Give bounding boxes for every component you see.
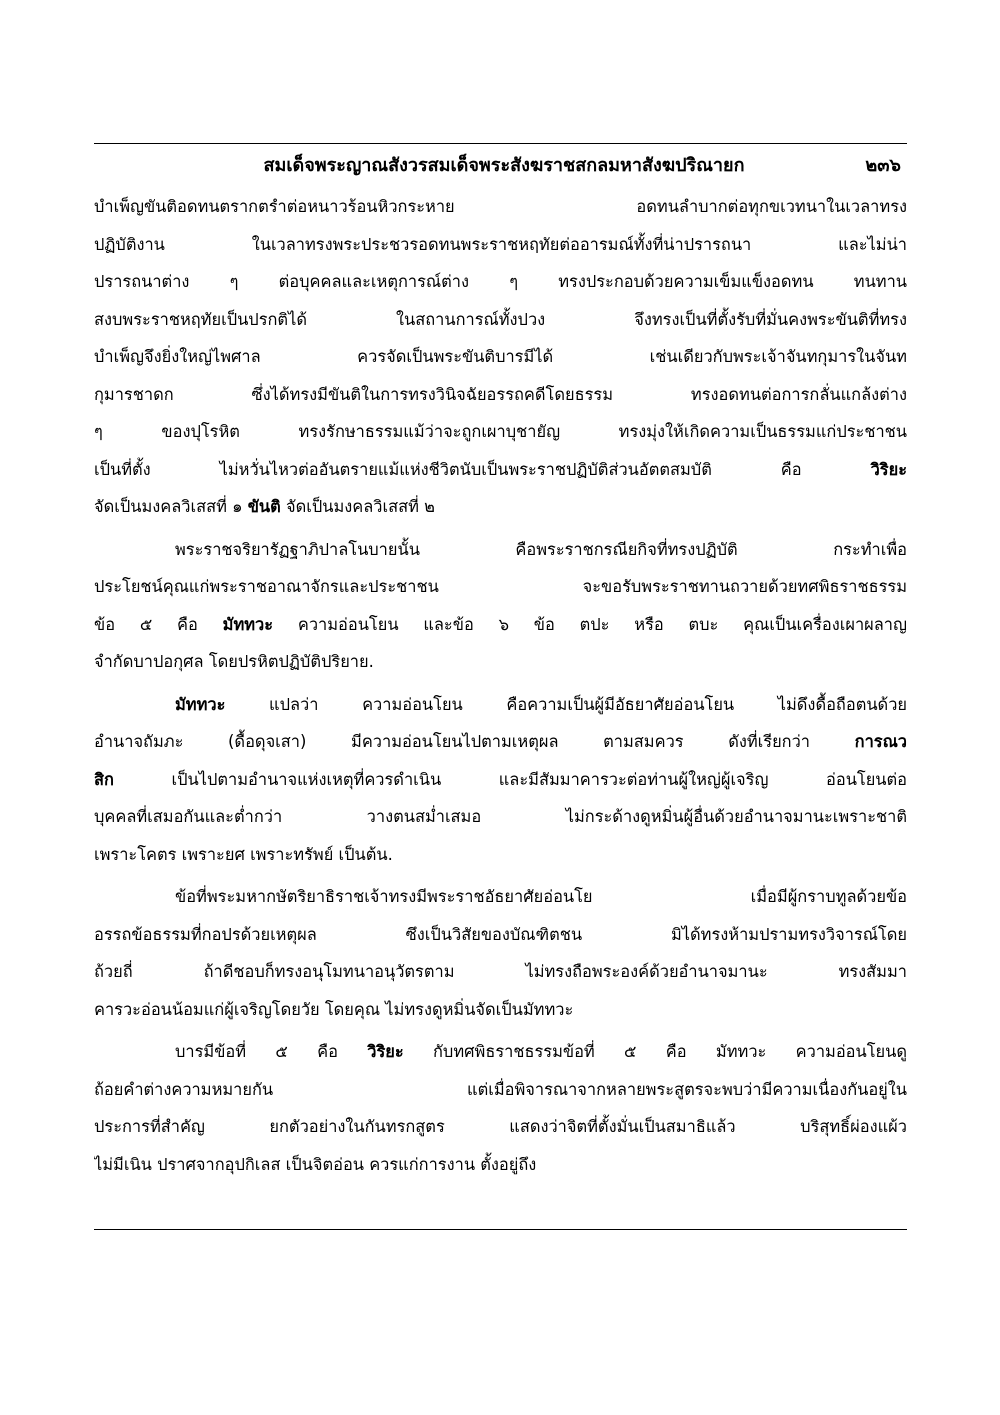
text-segment: ข้อ ๕ คือ — [94, 614, 223, 634]
text-segment: ประโยชน์คุณแก่พระราชอาณาจักรและประชาชน จะขอรับพระราชทานถวายด้วยทศพิธราชธรรม — [94, 577, 907, 596]
text-segment: ความอ่อนโยน และข้อ ๖ ข้อ ตปะ หรือ ตบะ คุณเป็นเครื่องเผาผลาญ — [273, 614, 907, 634]
text-line — [94, 1033, 907, 1071]
text-segment: เป็นไปตามอำนาจแห่งเหตุที่ควรดำเนิน และมีสัมมาคารวะต่อท่านผู้ใหญ่ผู้เจริญ อ่อนโยนต่อ — [113, 769, 907, 789]
text-line — [94, 916, 907, 954]
text-line — [94, 798, 907, 836]
paragraph — [94, 686, 907, 874]
bold-term: มัททวะ — [175, 694, 226, 714]
bold-term: สิก — [94, 769, 114, 789]
text-line — [94, 761, 907, 799]
text-segment: กุมารชาดก ซึ่งได้ทรงมีขันติในการทรงวินิจฉัยอรรถคดีโดยธรรม ทรงอดทนต่อการกลั่นแกล้งต่าง — [94, 384, 907, 404]
text-line — [94, 488, 907, 526]
text-segment: จัดเป็นมงคลวิเสสที่ ๑ — [94, 497, 248, 516]
text-line — [94, 606, 907, 644]
text-line — [94, 301, 907, 339]
text-segment: พระราชจริยารัฏฐาภิปาลโนบายนั้น คือพระราชกรณียกิจที่ทรงปฏิบัติ กระทำเพื่อ — [175, 539, 907, 559]
text-line — [94, 413, 907, 451]
text-line — [94, 263, 907, 301]
text-line — [94, 836, 907, 874]
text-segment: อำนาจถัมภะ (ดื้อดุจเสา) มีความอ่อนโยนไปตามเหตุผล ตามสมควร ดังที่เรียกว่า — [94, 732, 855, 751]
text-line — [94, 451, 907, 489]
bold-term: ขันติ — [247, 497, 281, 516]
bold-term: มัททวะ — [222, 614, 274, 634]
text-segment: บำเพ็ญจึงยิ่งใหญ่ไพศาล ควรจัดเป็นพระขันติบารมีได้ เช่นเดียวกับพระเจ้าจันทกุมารในจันท — [94, 347, 907, 366]
text-line — [94, 1146, 907, 1184]
text-line — [94, 643, 907, 681]
text-segment: อรรถข้อธรรมที่กอปรด้วยเหตุผล ซึงเป็นวิสัยของบัณฑิตชน มิได้ทรงห้ามปรามทรงวิจารณ์โดย — [94, 924, 907, 944]
text-segment: บุคคลที่เสมอกันและต่ำกว่า วางตนสม่ำเสมอ ไม่กระด้างดูหมิ่นผู้อื่นด้วยอำนาจมานะเพราะชาติ — [94, 807, 907, 826]
paragraph — [94, 531, 907, 681]
text-line — [94, 1108, 907, 1146]
text-segment: แปลว่า ความอ่อนโยน คือความเป็นผู้มีอัธยาศัยอ่อนโยน ไม่ดึงดื้อถือตนด้วย — [225, 694, 907, 714]
text-segment: ถ้วยถี่ ถ้าดีชอบก็ทรงอนุโมทนาอนุวัตรตาม ไม่ทรงถือพระองค์ด้วยอำนาจมานะ ทรงสัมมา — [94, 962, 907, 981]
text-line — [94, 188, 907, 226]
text-segment: เป็นที่ตั้ง ไม่หวั่นไหวต่ออันตรายแม้แห่งชีวิตนับเป็นพระราชปฏิบัติส่วนอัตตสมบัติ คือ — [94, 459, 871, 479]
text-segment: บารมีข้อที่ ๕ คือ — [175, 1042, 368, 1061]
body-text — [94, 188, 907, 1183]
text-line — [94, 226, 907, 264]
text-line — [94, 376, 907, 414]
bottom-rule — [94, 1229, 907, 1230]
text-segment: ปรารถนาต่าง ๆ ต่อบุคคลและเหตุการณ์ต่าง ๆ ทรงประกอบด้วยความเข็มแข็งอดทน ทนทาน — [94, 272, 907, 291]
text-line — [94, 686, 907, 724]
text-line — [94, 531, 907, 569]
top-rule — [94, 143, 907, 144]
text-segment: ปฏิบัติงาน ในเวลาทรงพระประชวรอดทนพระราชหฤทัยต่ออารมณ์ทั้งที่น่าปรารถนา และไม่น่า — [94, 234, 907, 254]
text-line — [94, 338, 907, 376]
text-segment: บำเพ็ญขันติอดทนตรากตรำต่อหนาวร้อนหิวกระหาย อดทนลำบากต่อทุกขเวทนาในเวลาทรง — [94, 197, 907, 216]
text-segment: สงบพระราชหฤทัยเป็นปรกติได้ ในสถานการณ์ทั้งปวง จึงทรงเป็นที่ตั้งรับที่มั่นคงพระขันติที่ทรง — [94, 309, 907, 329]
page-header — [94, 149, 907, 183]
text-segment: จัดเป็นมงคลวิเสสที่ ๒ — [280, 497, 435, 516]
text-line — [94, 953, 907, 991]
text-segment: ข้อที่พระมหากษัตริยาธิราชเจ้าทรงมีพระราชอัธยาศัยอ่อนโย เมื่อมีผู้กราบทูลด้วยข้อ — [175, 887, 907, 906]
paragraph — [94, 878, 907, 1028]
text-line — [94, 878, 907, 916]
page-number: ๒๓๖ — [865, 155, 901, 176]
bold-term: การณว — [854, 732, 907, 751]
text-segment: ไม่มีเนิน ปราศจากอุปกิเลส เป็นจิตอ่อน ควรแก่การงาน ตั้งอยู่ถึง — [94, 1154, 537, 1174]
text-line — [94, 1071, 907, 1109]
paragraph — [94, 188, 907, 526]
text-segment: เพราะโคตร เพราะยศ เพราะทรัพย์ เป็นต้น. — [94, 844, 393, 864]
text-line — [94, 568, 907, 606]
bold-term: วิริยะ — [367, 1042, 404, 1061]
text-segment: จำกัดบาปอกุศล โดยปรหิตปฏิบัติปริยาย. — [94, 652, 374, 671]
text-line — [94, 723, 907, 761]
text-segment: ประการที่สำคัญ ยกตัวอย่างในกันทรกสูตร แสดงว่าจิตที่ตั้งมั่นเป็นสมาธิแล้ว บริสุทธิ์ผ่องแผ้ว — [94, 1117, 907, 1136]
text-segment: ถ้อยคำต่างความหมายกัน แต่เมื่อพิจารณาจากหลายพระสูตรจะพบว่ามีความเนื่องกันอยู่ใน — [94, 1079, 907, 1099]
bold-term: วิริยะ — [870, 459, 907, 479]
paragraph — [94, 1033, 907, 1183]
text-segment: กับทศพิธราชธรรมข้อที่ ๕ คือ มัททวะ ความอ่อนโยนดู — [403, 1042, 907, 1061]
text-segment: คารวะอ่อนน้อมแก่ผู้เจริญโดยวัย โดยคุณ ไม่ทรงดูหมิ่นจัดเป็นมัททวะ — [94, 999, 574, 1019]
running-title: สมเด็จพระญาณสังวรสมเด็จพระสังฆราชสกลมหาสังฆปริณายก — [263, 155, 745, 176]
text-segment: ๆ ของปุโรหิต ทรงรักษาธรรมแม้ว่าจะถูกเผาบุชายัญ ทรงมุ่งให้เกิดความเป็นธรรมแก่ประชาชน — [94, 422, 907, 441]
text-line — [94, 991, 907, 1029]
